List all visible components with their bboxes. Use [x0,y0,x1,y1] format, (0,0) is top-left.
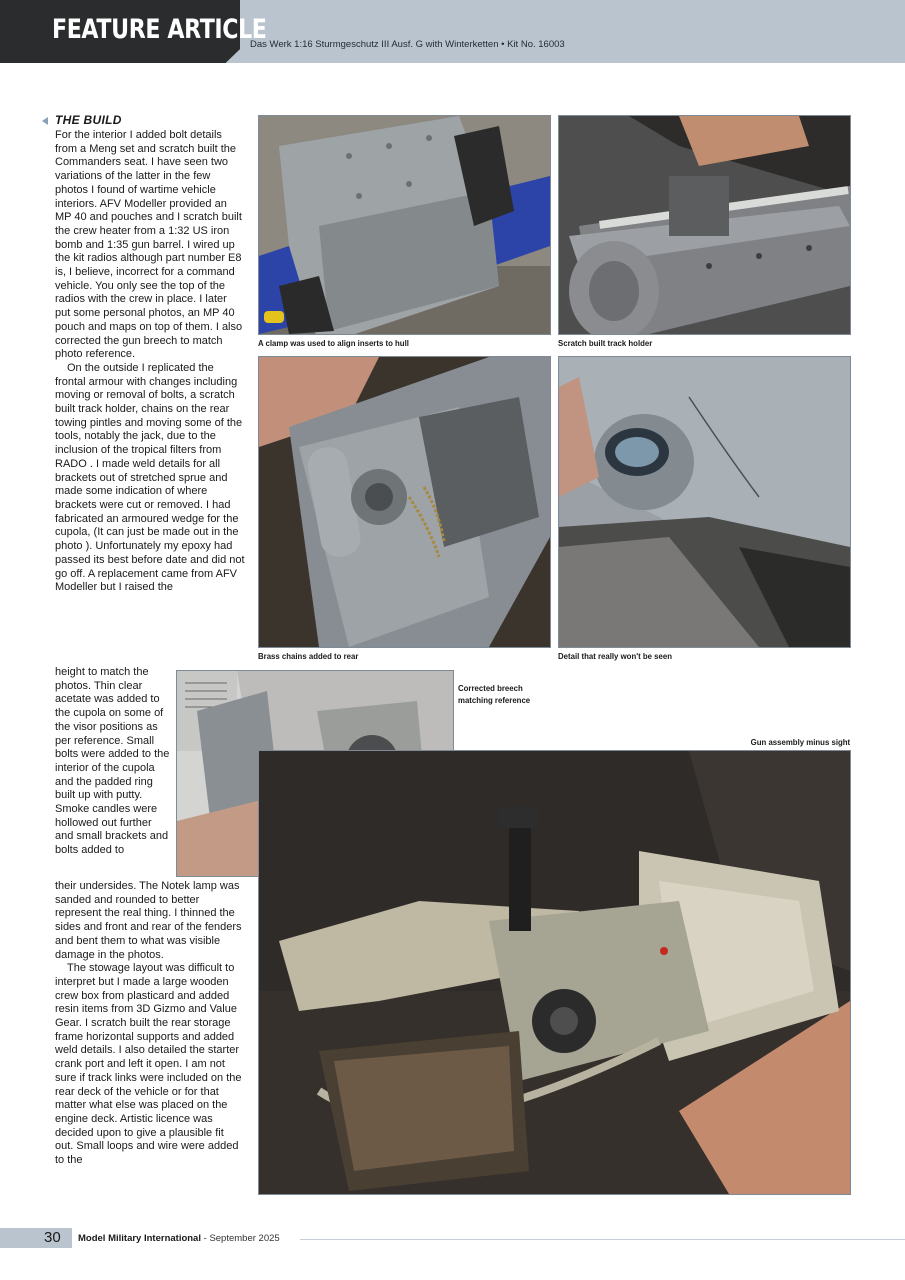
article-column-wrap [55,666,173,858]
photo-brass-chains [258,356,551,648]
page-number: 30 [44,1229,61,1246]
footer-publication [78,1233,280,1244]
photo-gun-assembly [258,750,851,1195]
photo-clamp [258,115,551,335]
caption-track-holder: Scratch built track holder [558,338,653,348]
photo-detail-unseen [558,356,851,648]
caption-breech-line1: Corrected breech [458,683,523,693]
article-column-top [55,129,245,595]
issue-date: - September 2025 [201,1233,280,1244]
footer-rule [300,1239,905,1240]
caption-clamp: A clamp was used to align inserts to hull [258,338,409,348]
page-title: FEATURE ARTICLE [52,14,267,45]
article-subtitle: Das Werk 1:16 Sturmgeschutz III Ausf. G with Winterketten • Kit No. 16003 [250,39,565,50]
paragraph: On the outside I replicated the frontal armour with changes including moving or removal of bolts, a scratch built track holder, chains on the rear towing pintles and moving some of the tools, notably the jack, due to the inclusion of the tropical filters from RADO . I made weld details for all brackets out of stretched sprue and made some indication of where brackets were cut or removed. I had fabricated an armoured wedge for the cupola, (It can just be made out in the photo ). Unfortunately my epoxy had passed its best before date and did not go off. A replacement came from AFV Modeller but I raised the [55,361,245,594]
paragraph: For the interior I added bolt details from a Meng set and scratch built the Commanders seat. I have seen two variations of the latter in the few photos I found of wartime vehicle interiors. AFV Modeller provided an MP 40 and pouches and I scratch built the crew heater from a 1:32 US iron bomb and 1:35 gun barrel. I wired up the kit radios although part number E8 is, I believe, incorrect for a command vehicle. You only see the top of the radios with the crew in place. I later put some personal photos, an MP 40 pouch and maps on top of them. I also corrected the gun breech to match photo reference. [55,129,243,361]
photo-track-holder [558,115,851,335]
caption-detail-unseen: Detail that really won't be seen [558,651,672,661]
paragraph: height to match the photos. Thin clear acetate was added to the cupola on some of the visor positions as per reference. Small bolts were added to the interior of the cupola and the padded ring built up with putty. Smoke candles were hollowed out further and small brackets and bolts added to [55,666,170,857]
paragraph: The stowage layout was difficult to interpret but I made a large wooden crew box from plasticard and added resin items from 3D Gizmo and Value Gear. I scratch built the rear storage frame horizontal supports and added weld details. I also detailed the starter crank port and left it open. I am not sure if track links were included on the rear deck of the vehicle or for that matter what else was placed on the engine deck. Artistic licence was decided upon to give a plausible fit out. Small loops and wire were added to the [55,962,242,1167]
section-arrow-icon [42,117,48,125]
magazine-name: Model Military International [78,1233,201,1244]
section-heading: THE BUILD [55,113,122,127]
caption-breech-line2: matching reference [458,695,531,705]
page-number-box [0,1228,72,1248]
article-column-bottom [55,880,245,1168]
paragraph: their undersides. The Notek lamp was sanded and rounded to better represent the real thing. I thinned the sides and front and rear of the fenders and bent them to what was visible damage in the photos. [55,880,242,961]
caption-brass-chains: Brass chains added to rear [258,651,359,661]
caption-gun-assembly: Gun assembly minus sight [750,737,850,747]
